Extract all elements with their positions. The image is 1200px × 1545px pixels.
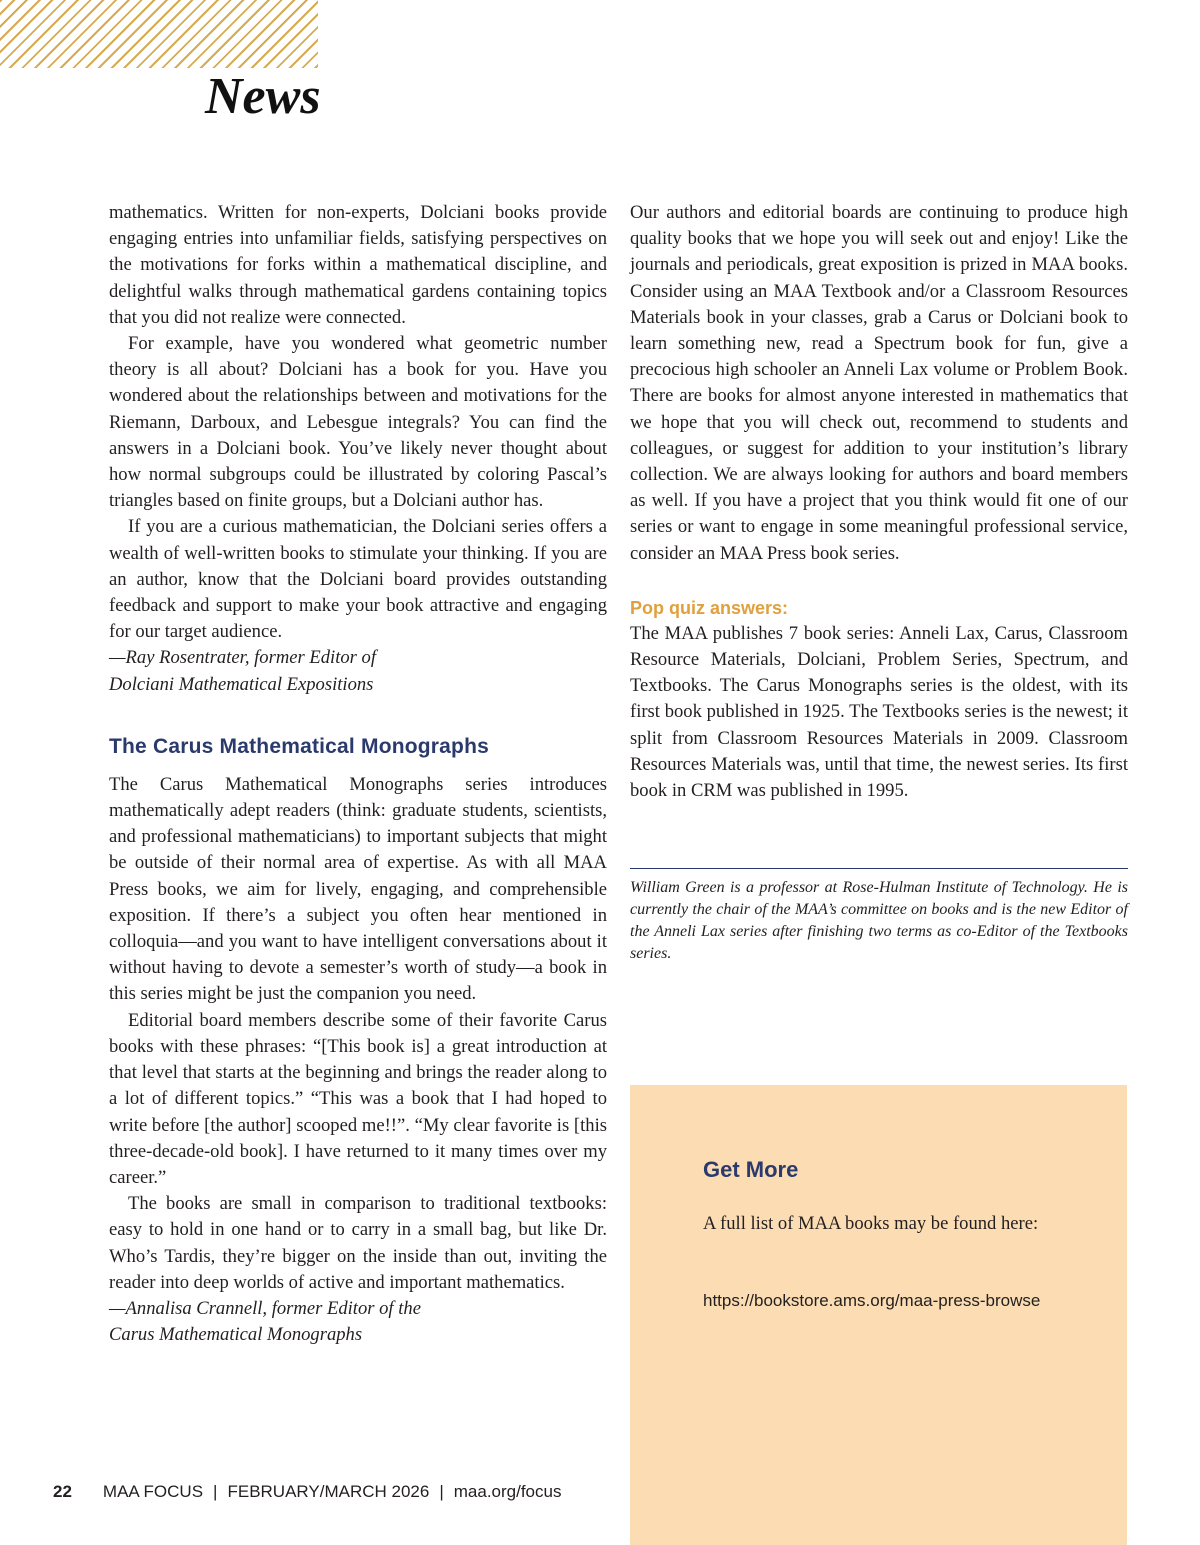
footer-separator: |: [439, 1482, 444, 1501]
page-number: 22: [53, 1482, 72, 1501]
footer-separator: |: [213, 1482, 218, 1501]
dolciani-paragraph-2: For example, have you wondered what geometric number theory is all about? Dolciani has a book for you. Have you wondered about the relationships between and motivations for the Riemann, Darboux, and Lebesgue integrals? You can find the answers in a Dolciani book. You’ve likely never thought about how normal subgroups could be illustrated by coloring Pascal’s triangles based on finite groups, but a Dolciani author has.: [109, 333, 607, 512]
carus-paragraph-3: The books are small in comparison to traditional textbooks: easy to hold in one hand or to carry in a small bag, but like Dr. Who’s Tardis, they’re bigger on the inside than out, inviting the reader into deep worlds of active and important mathematics.: [109, 1193, 607, 1293]
left-column: [109, 200, 607, 1348]
attribution-line: Carus Mathematical Monographs: [109, 1324, 363, 1346]
bookstore-link[interactable]: https://bookstore.ams.org/maa-press-browse: [703, 1291, 1041, 1310]
carus-heading: The Carus Mathematical Monographs: [109, 734, 489, 758]
bio-divider: [630, 868, 1128, 869]
dolciani-paragraph-1: mathematics. Written for non-experts, Dolciani books provide engaging entries into unfamiliar fields, satisfying perspectives on the motivations for forks within a mathematical discipline, and delightful walks through mathematical gardens containing topics that you did not realize were connected.: [109, 202, 607, 328]
attribution-line: —Ray Rosentrater, former Editor of: [109, 647, 377, 669]
attribution-line: Dolciani Mathematical Expositions: [109, 673, 374, 695]
attribution-line: —Annalisa Crannell, former Editor of the: [109, 1297, 421, 1319]
get-more-box: [630, 1085, 1127, 1545]
carus-attribution: [109, 1296, 607, 1348]
pop-quiz-answers: The MAA publishes 7 book series: Anneli Lax, Carus, Classroom Resource Materials, Dolciani, Problem Series, Spectrum, and Textbooks. The Carus Monographs series is the oldest, with its first book published in 1925. The Textbooks series is the newest; it split from Classroom Resources Materials in 2009. Classroom Resources Materials was, until that time, the newest series. Its first book in CRM was published in 1995.: [630, 622, 1128, 802]
author-bio: William Green is a professor at Rose-Hulman Institute of Technology. He is currently the chair of the MAA’s committee on books and is the new Editor of the Anneli Lax series after finishing two terms as co-Editor of the Textbooks series.: [630, 879, 1128, 963]
get-more-text: A full list of MAA books may be found here:: [703, 1213, 1039, 1234]
pop-quiz-heading: Pop quiz answers:: [630, 597, 789, 618]
dolciani-paragraph-3: If you are a curious mathematician, the Dolciani series offers a wealth of well-written books to stimulate your thinking. If you are an author, know that the Dolciani board provides outstanding feedback and support to make your book attractive and engaging for our target audience.: [109, 516, 607, 643]
website-link[interactable]: maa.org/focus: [453, 1482, 562, 1501]
publication-name: MAA FOCUS: [102, 1482, 204, 1501]
section-title: News: [205, 68, 321, 125]
series-paragraph: Our authors and editorial boards are continuing to produce high quality books that we hope you will seek out and enjoy! Like the journals and periodicals, great exposition is prized in MAA books. Consider using an MAA Textbook and/or a Classroom Resources Materials book in your classes, grab a Carus or Dolciani book to learn something new, read a Spectrum book for fun, give a precocious high schooler an Anneli Lax volume or Problem Book. There are books for almost anyone interested in mathematics that we hope that you will check out, recommend to students and colleagues, or suggest for addition to your institution’s library collection. We are always looking for authors and board members as well. If you have a project that you think would fit one of our series or want to engage in some meaningful professional service, consider an MAA Press book series.: [630, 202, 1128, 564]
right-column: [630, 200, 1128, 965]
carus-paragraph-2: Editorial board members describe some of their favorite Carus books with these phrases: “[This book is] a great introduction at that level that starts at the beginning and brings the reader along to a lot of different topics.” “This was a book that I had hoped to write before [the author] scooped me!!”. “My clear favorite is [this three-decade-old book]. I have returned to it many times over my career.”: [109, 1009, 607, 1188]
dolciani-attribution: [109, 645, 607, 697]
header-stripes-decoration: [0, 0, 318, 68]
issue-date: FEBRUARY/MARCH 2026: [227, 1482, 430, 1501]
carus-paragraph-1: The Carus Mathematical Monographs series introduces mathematically adept readers (think: graduate students, scientists, and professional mathematicians) to important subjects that might be outside of their normal area of expertise. As with all MAA Press books, we aim for lively, engaging, and comprehensible exposition. If there’s a subject you often hear mentioned in colloquia—and you want to have intelligent conversations about it without having to devote a semester’s worth of study—a book in this series might be just the companion you need.: [109, 773, 607, 1005]
get-more-title: Get More: [703, 1157, 799, 1182]
page-footer: [53, 1480, 561, 1504]
